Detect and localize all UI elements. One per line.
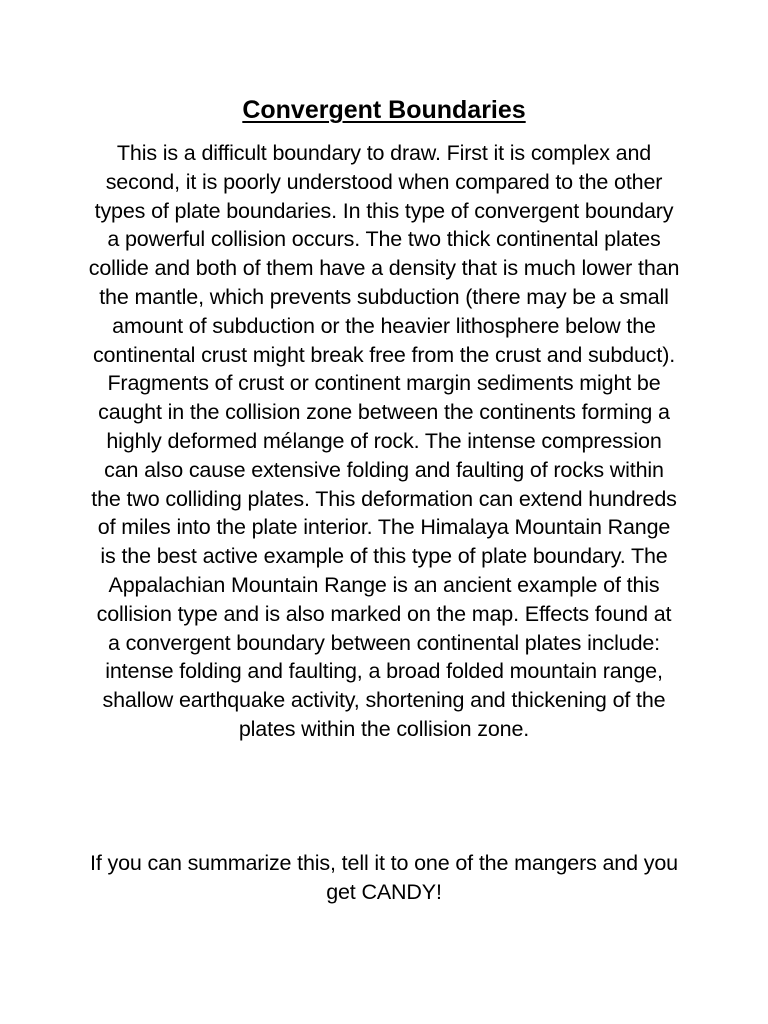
page-title-text: Convergent Boundaries (242, 96, 526, 124)
page-title (0, 92, 768, 128)
footer-paragraph: If you can summarize this, tell it to one of the mangers and you get CANDY! (90, 851, 678, 904)
body-paragraph: This is a difficult boundary to draw. First it is complex and second, it is poorly understood when compared to the other types of plate boundaries. In this type of convergent boundary a powerful collision occurs. The two thick continental plates collide and both of them have a density that is much lower than the mantle, which prevents subduction (there may be a small amount of subduction or the heavier lithosphere below the continental crust might break free from the crust and subduct). Fragments of crust or continent margin sediments might be caught in the collision zone between the continents forming a highly deformed mélange of rock. The intense compression can also cause extensive folding and faulting of rocks within the two colliding plates. This deformation can extend hundreds of miles into the plate interior. The Himalaya Mountain Range is the best active example of this type of plate boundary. The Appalachian Mountain Range is an ancient example of this collision type and is also marked on the map. Effects found at a convergent boundary between continental plates include: intense folding and faulting, a broad folded mountain range, shallow earthquake activity, shortening and thickening of the plates within the collision zone. (88, 141, 680, 741)
